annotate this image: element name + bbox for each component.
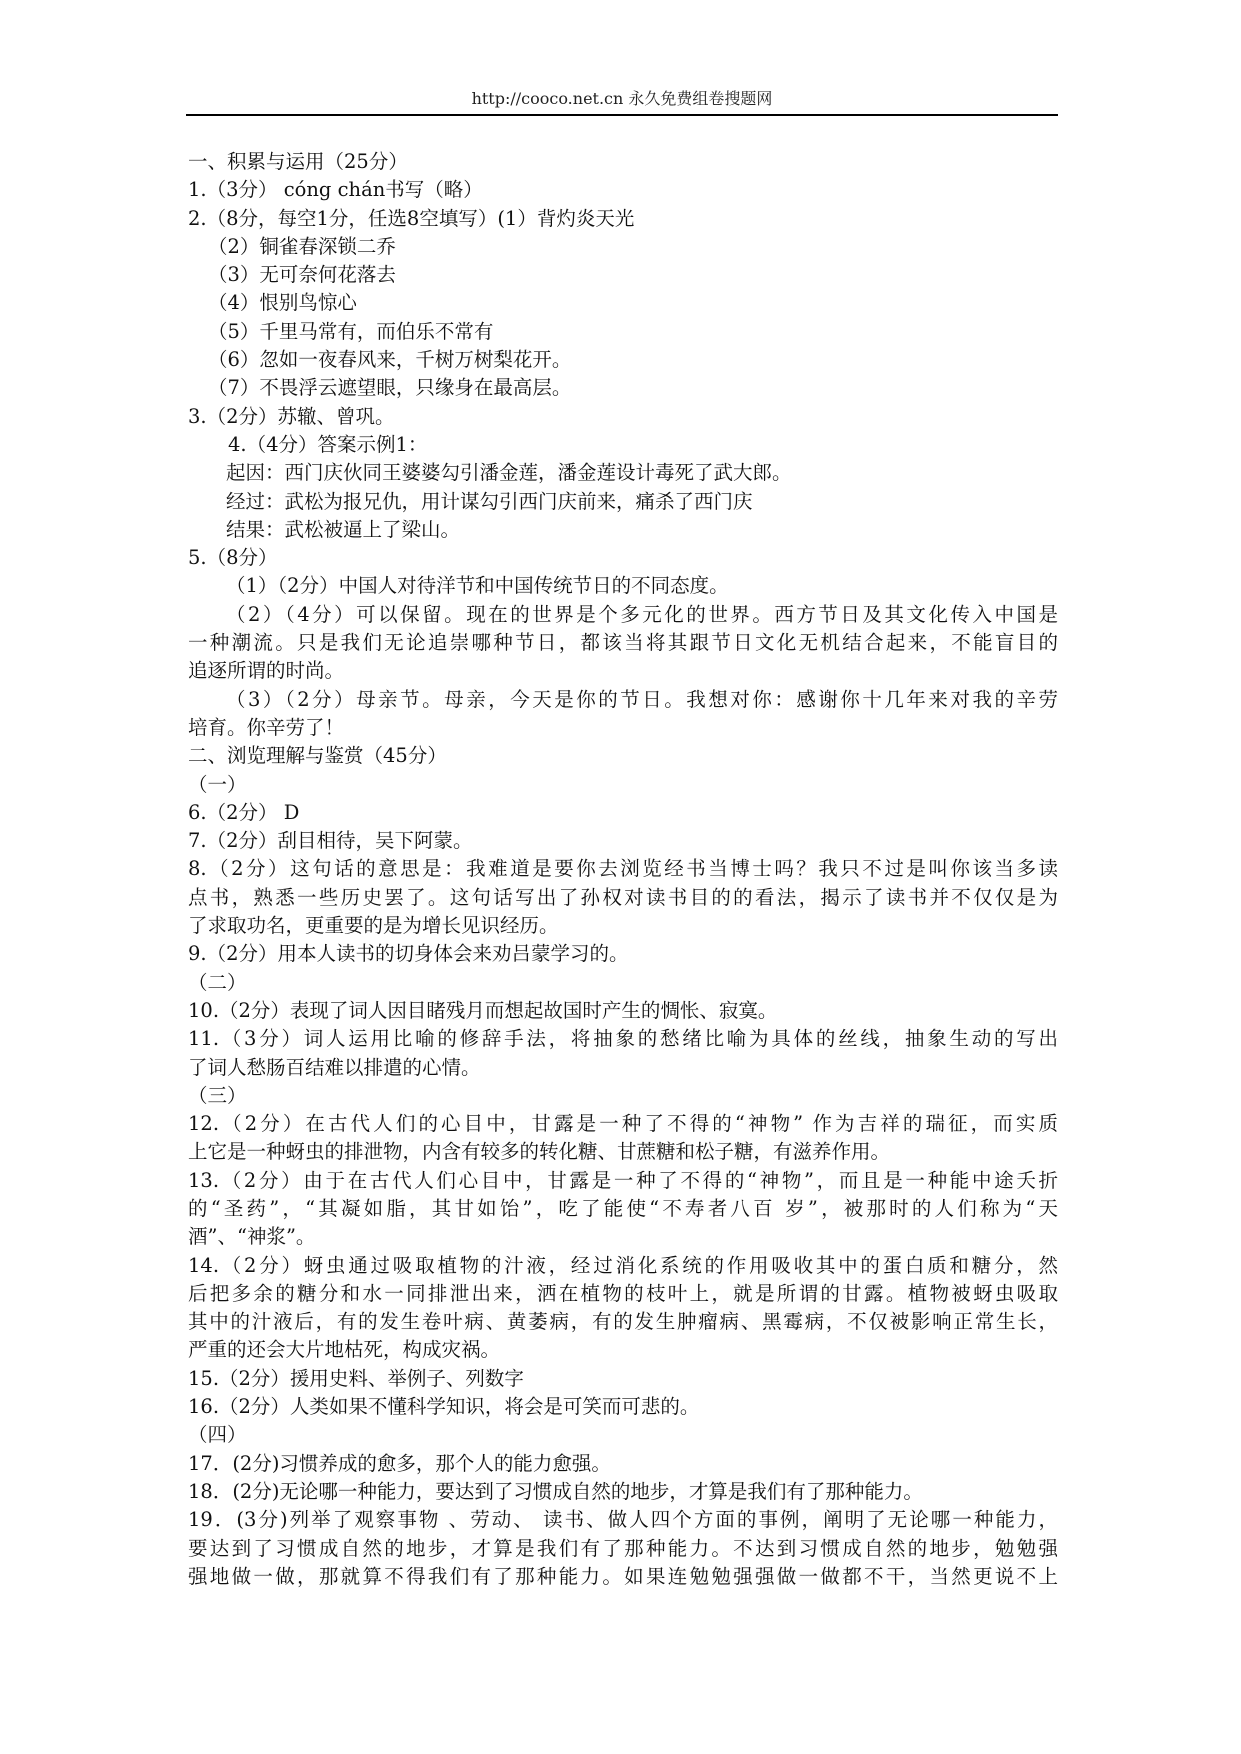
answer-line: （5）千里马常有，而伯乐不常有 — [208, 319, 494, 343]
answer-line: 经过：武松为报兄仇，用计谋勾引西门庆前来，痛杀了西门庆 — [226, 489, 753, 513]
answer-line: 了词人愁肠百结难以排遣的心情。 — [188, 1055, 481, 1079]
answer-line: 追逐所谓的时尚。 — [188, 659, 345, 683]
answer-line: 强地做一做，那就算不得我们有了那种能力。如果连勉勉强强做一做都不干，当然更说不上 — [188, 1564, 1058, 1588]
answer-line: 15.（2分）援用史料、举例子、列数字 — [188, 1366, 524, 1390]
answer-line: 严重的还会大片地枯死，构成灾祸。 — [188, 1338, 501, 1362]
answer-line: （4）恨别鸟惊心 — [208, 291, 357, 315]
answer-line: （1）（2分）中国人对待洋节和中国传统节日的不同态度。 — [226, 574, 729, 598]
answer-line: 3.（2分）苏辙、曾巩。 — [188, 404, 395, 428]
answer-line: 结果：武松被逼上了梁山。 — [226, 517, 461, 541]
answer-line: 后把多余的糖分和水一同排泄出来，洒在植物的枝叶上，就是所谓的甘露。植物被蚜虫吸取 — [188, 1281, 1058, 1305]
answer-line: （2）（4分）可以保留。现在的世界是个多元化的世界。西方节日及其文化传入中国是 — [226, 602, 1058, 626]
answer-line: 13.（2分）由于在古代人们心目中，甘露是一种了不得的“神物”，而且是一种能中途夭折 — [188, 1168, 1058, 1192]
answer-line: 4.（4分）答案示例1： — [228, 432, 428, 456]
answer-line: 6.（2分） D — [188, 800, 300, 824]
answer-line: 14.（2分）蚜虫通过吸取植物的汁液，经过消化系统的作用吸收其中的蛋白质和糖分，然 — [188, 1253, 1058, 1277]
subsection-label: （四） — [188, 1423, 247, 1447]
page-header: http://cooco.net.cn 永久免费组卷搜题网 — [471, 89, 773, 108]
answer-line: 其中的汁液后，有的发生卷叶病、黄萎病，有的发生肿瘤病、黑霉病，不仅被影响正常生长， — [188, 1310, 1058, 1334]
answer-line: 酒”、“神浆”。 — [188, 1225, 316, 1249]
answer-line: （2）铜雀春深锁二乔 — [208, 234, 396, 258]
answer-line: 的“圣药”，“其凝如脂，其甘如饴”，吃了能使“不寿者八百 岁”，被那时的人们称为“天 — [188, 1196, 1058, 1220]
answer-line: 要达到了习惯成自然的地步，才算是我们有了那种能力。不达到习惯成自然的地步，勉勉强 — [188, 1536, 1058, 1560]
section-heading: 一、积累与运用（25分） — [188, 150, 408, 173]
answer-line: 9.（2分）用本人读书的切身体会来劝吕蒙学习的。 — [188, 942, 629, 966]
section-heading: 二、浏览理解与鉴赏（45分） — [188, 744, 447, 768]
answer-line: （3）（2分）母亲节。母亲，今天是你的节日。我想对你：感谢你十几年来对我的辛劳 — [226, 687, 1058, 711]
answer-line: 10.（2分）表现了词人因目睹残月而想起故国时产生的惆怅、寂寞。 — [188, 998, 778, 1022]
subsection-label: （三） — [188, 1083, 247, 1107]
answer-line: 8.（2分）这句话的意思是：我难道是要你去浏览经书当博士吗？我只不过是叫你该当多读 — [188, 857, 1058, 881]
answer-line: 了求取功名，更重要的是为增长见识经历。 — [188, 914, 559, 938]
answer-line: 1.（3分） cóng chán书写（略） — [188, 178, 483, 202]
subsection-label: （一） — [188, 772, 247, 796]
answer-line: 上它是一种蚜虫的排泄物，内含有较多的转化糖、甘蔗糖和松子糖，有滋养作用。 — [188, 1140, 891, 1164]
header-rule — [186, 114, 1058, 116]
answer-line: （3）无可奈何花落去 — [208, 263, 396, 287]
answer-line: 起因：西门庆伙同王婆婆勾引潘金莲，潘金莲设计毒死了武大郎。 — [226, 461, 792, 485]
answer-line: 12.（2分）在古代人们的心目中，甘露是一种了不得的“神物” 作为吉祥的瑞征，而实质 — [188, 1112, 1058, 1136]
answer-line: 7.（2分）刮目相待，吴下阿蒙。 — [188, 829, 473, 853]
answer-body — [188, 148, 1058, 1591]
answer-line: 16.（2分）人类如果不懂科学知识，将会是可笑而可悲的。 — [188, 1395, 700, 1419]
answer-line: 18．(2分)无论哪一种能力，要达到了习惯成自然的地步，才算是我们有了那种能力。 — [188, 1479, 923, 1503]
answer-line: 点书，熟悉一些历史罢了。这句话写出了孙权对读书目的的看法，揭示了读书并不仅仅是为 — [188, 885, 1058, 909]
answer-line: 2.（8分，每空1分，任选8空填写）(1）背灼炎天光 — [188, 206, 635, 230]
subsection-label: （二） — [188, 970, 247, 994]
answer-line: （6）忽如一夜春风来，千树万树梨花开。 — [208, 348, 572, 372]
answer-line: 11.（3分）词人运用比喻的修辞手法，将抽象的愁绪比喻为具体的丝线，抽象生动的写出 — [188, 1027, 1058, 1051]
answer-line: 19．(3分)列举了观察事物 、劳动、 读书、做人四个方面的事例，阐明了无论哪一种能力， — [188, 1508, 1058, 1532]
answer-line: （7）不畏浮云遮望眼，只缘身在最高层。 — [208, 376, 572, 400]
answer-line: 培育。你辛劳了！ — [188, 715, 345, 739]
answer-line: 一种潮流。只是我们无论追崇哪种节日，都该当将其跟节日文化无机结合起来，不能盲目的 — [188, 631, 1058, 655]
answer-line: 17．(2分)习惯养成的愈多，那个人的能力愈强。 — [188, 1451, 611, 1475]
answer-line: 5.（8分） — [188, 546, 278, 570]
